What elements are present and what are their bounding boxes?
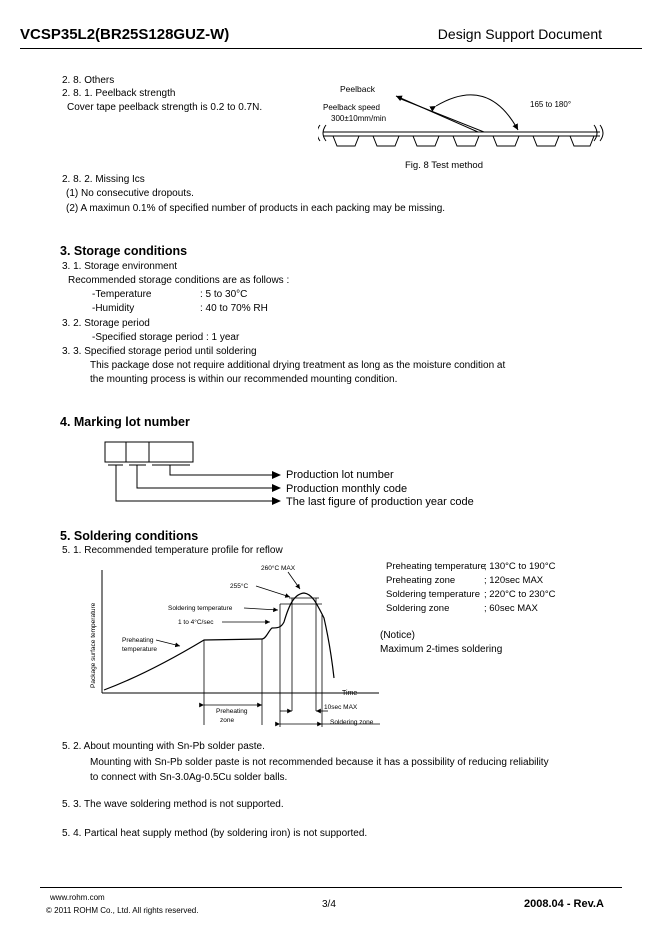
notice-text: Maximum 2-times soldering [380,644,503,655]
footer-url[interactable]: www.rohm.com [50,893,105,902]
year-code-label: The last figure of production year code [286,496,474,508]
storage-period-heading: 3. 2. Storage period [62,318,150,329]
condition-label-2: Preheating zone [386,575,456,586]
storage-until-text-1: This package dose not require additional drying treatment as long as the moisture condition at [90,360,506,371]
missing-item-1: (1) No consecutive dropouts. [66,188,194,199]
peak-max-label: 260°C MAX [261,565,296,572]
y-axis-label: Package surface temperature [90,602,97,688]
footer-divider [40,887,622,888]
condition-label-4: Soldering zone [386,603,450,614]
page-number: 3/4 [322,899,336,910]
others-heading: 2. 8. Others [62,75,115,86]
marking-diagram [100,438,290,508]
preheating-temp-label-1: Preheating [122,637,154,644]
x-axis-label: Time [342,690,358,697]
peelback-speed-value: 300±10mm/min [331,114,387,123]
notice-label: (Notice) [380,630,416,641]
soldering-zone-label: Soldering zone [330,719,374,726]
peelback-label: Peelback [340,84,375,94]
condition-value-3: ; 220°C to 230°C [484,589,556,600]
condition-label-3: Soldering temperature [386,589,480,600]
snpb-text-1: Mounting with Sn-Pb solder paste is not recommended because it has a possibility of reducing reliability [90,757,549,768]
angle-label: 165 to 180° [530,100,572,109]
storage-env-intro: Recommended storage conditions are as follows : [68,275,290,286]
peelback-text: Cover tape peelback strength is 0.2 to 0.7N. [67,102,263,113]
peelback-heading: 2. 8. 1. Peelback strength [62,88,176,99]
humidity-label: -Humidity [92,303,135,314]
peak-label: 255°C [230,583,249,590]
condition-value-1: ; 130°C to 190°C [484,561,556,572]
preheating-zone-label-2: zone [220,717,235,724]
preheating-temp-label-2: temperature [122,646,158,653]
missing-item-2: (2) A maximun 0.1% of specified number of products in each packing may be missing. [66,203,446,214]
storage-until-heading: 3. 3. Specified storage period until soldering [62,346,257,357]
document-type: Design Support Document [437,26,602,42]
ten-sec-max-label: 10sec MAX [324,704,358,711]
ramp-rate-label: 1 to 4°C/sec [178,619,214,626]
temperature-value: : 5 to 30°C [200,289,248,300]
storage-env-heading: 3. 1. Storage environment [62,261,178,272]
preheating-zone-label-1: Preheating [216,708,248,715]
missing-heading: 2. 8. 2. Missing Ics [62,174,145,185]
revision: 2008.04 - Rev.A [524,898,604,910]
header-divider [20,48,642,49]
condition-value-2: ; 120sec MAX [484,575,544,586]
soldering-temp-label: Soldering temperature [168,605,233,612]
storage-period-text: -Specified storage period : 1 year [92,332,240,343]
marking-heading: 4. Marking lot number [60,415,190,429]
peelback-speed-label: Peelback speed [323,103,380,112]
reflow-profile-chart [84,560,384,732]
humidity-value: : 40 to 70% RH [200,303,268,314]
condition-label-1: Preheating temperature [386,561,486,572]
reflow-heading: 5. 1. Recommended temperature profile for reflow [62,545,283,556]
condition-value-4: ; 60sec MAX [484,603,538,614]
wave-soldering-note: 5. 3. The wave soldering method is not supported. [62,799,284,810]
monthly-code-label: Production monthly code [286,483,408,495]
temperature-label: -Temperature [92,289,152,300]
storage-heading: 3. Storage conditions [60,244,188,258]
partial-heat-note: 5. 4. Partical heat supply method (by soldering iron) is not supported. [62,828,368,839]
lot-number-label: Production lot number [286,469,394,481]
soldering-heading: 5. Soldering conditions [60,529,199,543]
document-title: VCSP35L2(BR25S128GUZ-W) [20,26,230,43]
figure-caption: Fig. 8 Test method [405,160,483,171]
footer-copyright: © 2011 ROHM Co., Ltd. All rights reserved. [46,906,199,915]
snpb-heading: 5. 2. About mounting with Sn-Pb solder paste. [62,741,265,752]
peelback-test-diagram [318,80,608,155]
snpb-text-2: to connect with Sn-3.0Ag-0.5Cu solder balls. [90,772,288,783]
storage-until-text-2: the mounting process is within our recommended mounting condition. [90,374,398,385]
